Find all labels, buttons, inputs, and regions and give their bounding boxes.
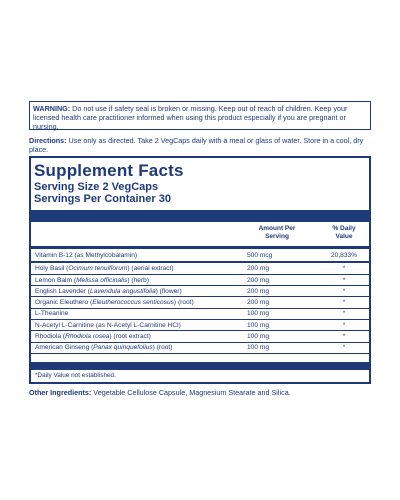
nutrient-amount: 200 mg [247, 276, 269, 284]
nutrient-name-part: ( [62, 333, 66, 341]
column-header-daily-value [321, 225, 367, 241]
directions-label: Directions: [29, 136, 67, 145]
nutrient-amount: 200 mg [247, 287, 269, 295]
nutrient-row [31, 297, 369, 308]
nutrient-name-part: L-Theanine [35, 310, 69, 318]
nutrient-latin-name: Eleutherococcus senticosus [92, 299, 174, 307]
nutrient-name [35, 275, 149, 286]
nutrient-name [35, 342, 172, 353]
nutrient-daily-value: * [342, 321, 346, 329]
header-divider [31, 246, 369, 249]
nutrient-name-part: ( [89, 299, 93, 307]
nutrient-daily-value: * [342, 276, 346, 284]
nutrient-name [35, 308, 68, 319]
nutrient-daily-value: * [342, 265, 346, 273]
nutrient-latin-name: Ocimum tenuiflorum [68, 265, 128, 273]
warning-box [29, 101, 371, 130]
nutrient-name-part: ) [152, 344, 155, 352]
nutrient-name-part: N-Acetyl L-Carnitine [35, 321, 96, 329]
nutrient-amount: 100 mg [247, 333, 269, 341]
other-ingredients [29, 388, 371, 397]
column-header-amount [247, 225, 307, 241]
nutrient-name-part: Vitamin B-12 [35, 252, 75, 259]
column-header-amount-line2: Serving [265, 233, 289, 240]
nutrient-name [35, 250, 137, 261]
nutrient-daily-value: * [342, 310, 346, 318]
row-divider [31, 353, 369, 354]
nutrient-name-part: ) [173, 299, 177, 307]
nutrient-row [31, 320, 369, 331]
thick-divider-top [31, 210, 369, 222]
nutrient-name-part: Lemon Balm [35, 276, 74, 284]
nutrient-name-part: Organic Eleuthero [35, 299, 90, 307]
nutrient-row [31, 250, 369, 261]
nutrient-name-part: ( [73, 276, 77, 284]
servings-per-container: Servings Per Container 30 [34, 193, 171, 205]
column-header-amount-line1: Amount Per [258, 225, 296, 232]
nutrient-daily-value: * [342, 287, 346, 295]
nutrient-amount: 500 mcg [247, 252, 273, 259]
nutrient-row [31, 275, 369, 286]
nutrient-daily-value: * [342, 333, 346, 341]
nutrient-name-part: Rhodiola [35, 333, 63, 341]
nutrient-name-part: Holy Basil [35, 265, 67, 273]
nutrient-name-part: American Ginseng [35, 344, 92, 352]
nutrient-amount: 100 mg [247, 344, 269, 352]
nutrient-name-part: ( [87, 287, 90, 295]
nutrient-name-part: ( [66, 265, 69, 273]
nutrient-name-part: English Lavender [35, 287, 88, 295]
nutrient-name [35, 320, 181, 331]
nutrient-row [31, 286, 369, 297]
other-ingredients-label: Other Ingredients: [29, 388, 92, 397]
daily-value-footnote: *Daily Value not established. [35, 372, 116, 379]
nutrient-name-part: ) [109, 333, 112, 341]
nutrient-daily-value: * [342, 344, 346, 352]
nutrient-rows [31, 250, 369, 354]
nutrient-name-part: (root extract) [111, 333, 151, 341]
nutrient-name-part: (root) [176, 299, 194, 307]
nutrient-amount: 100 mg [247, 310, 269, 318]
row-divider [31, 261, 369, 262]
column-header-dv-line1: % Daily [332, 225, 356, 232]
directions [29, 136, 371, 154]
nutrient-name [35, 331, 151, 342]
nutrient-amount: 200 mg [247, 265, 269, 273]
nutrient-daily-value: * [342, 299, 346, 307]
nutrient-daily-value: 20,833% [330, 252, 358, 259]
nutrient-latin-name: Melissa officinalis [76, 276, 128, 284]
directions-text: Use only as directed. Take 2 VegCaps daily with a meal or glass of water. Store in a cool, dry place. [29, 136, 364, 155]
nutrient-latin-name: Rhodiola rosea [65, 333, 110, 341]
other-ingredients-text: Vegetable Cellulose Capsule, Magnesium Stearate and Silica. [91, 388, 291, 397]
nutrient-amount: 100 mg [247, 321, 269, 329]
nutrient-name [35, 263, 174, 274]
warning-label: WARNING: [33, 104, 71, 113]
column-header-dv-line2: Value [335, 233, 353, 240]
nutrient-name [35, 297, 194, 308]
nutrient-name-part: ) [127, 276, 130, 284]
serving-size: Serving Size 2 VegCaps [34, 181, 159, 193]
nutrient-row [31, 263, 369, 274]
supplement-facts-panel [29, 156, 371, 384]
nutrient-name-part: (herb) [129, 276, 149, 284]
nutrient-name-part: ( [91, 344, 94, 352]
nutrient-amount: 200 mg [247, 299, 269, 307]
nutrient-name-part: ) [155, 287, 158, 295]
nutrient-latin-name: Lavendula angustifolia [90, 287, 156, 295]
nutrient-name-part: (flower) [157, 287, 182, 295]
nutrient-name-part: (as N-Acetyl L-Carnitine HCl) [95, 321, 181, 329]
nutrient-row [31, 342, 369, 353]
nutrient-name-part: ) [127, 265, 130, 273]
nutrient-name-part: (as Methylcobalamin) [74, 252, 138, 259]
thick-divider-bottom [31, 362, 369, 370]
nutrient-name-part: (aerial extract) [129, 265, 174, 273]
warning-text: Do not use if safety seal is broken or missing. Keep out of reach of children. Keep your licensed health care practitioner informed when using this product especially if you are pregnant or nursing. [33, 104, 348, 132]
nutrient-latin-name: Panax quinquefolius [93, 344, 153, 352]
nutrient-name [35, 286, 182, 297]
nutrient-row [31, 331, 369, 342]
supplement-facts-title: Supplement Facts [34, 161, 184, 180]
nutrient-name-part: (root) [154, 344, 173, 352]
nutrient-row [31, 308, 369, 319]
